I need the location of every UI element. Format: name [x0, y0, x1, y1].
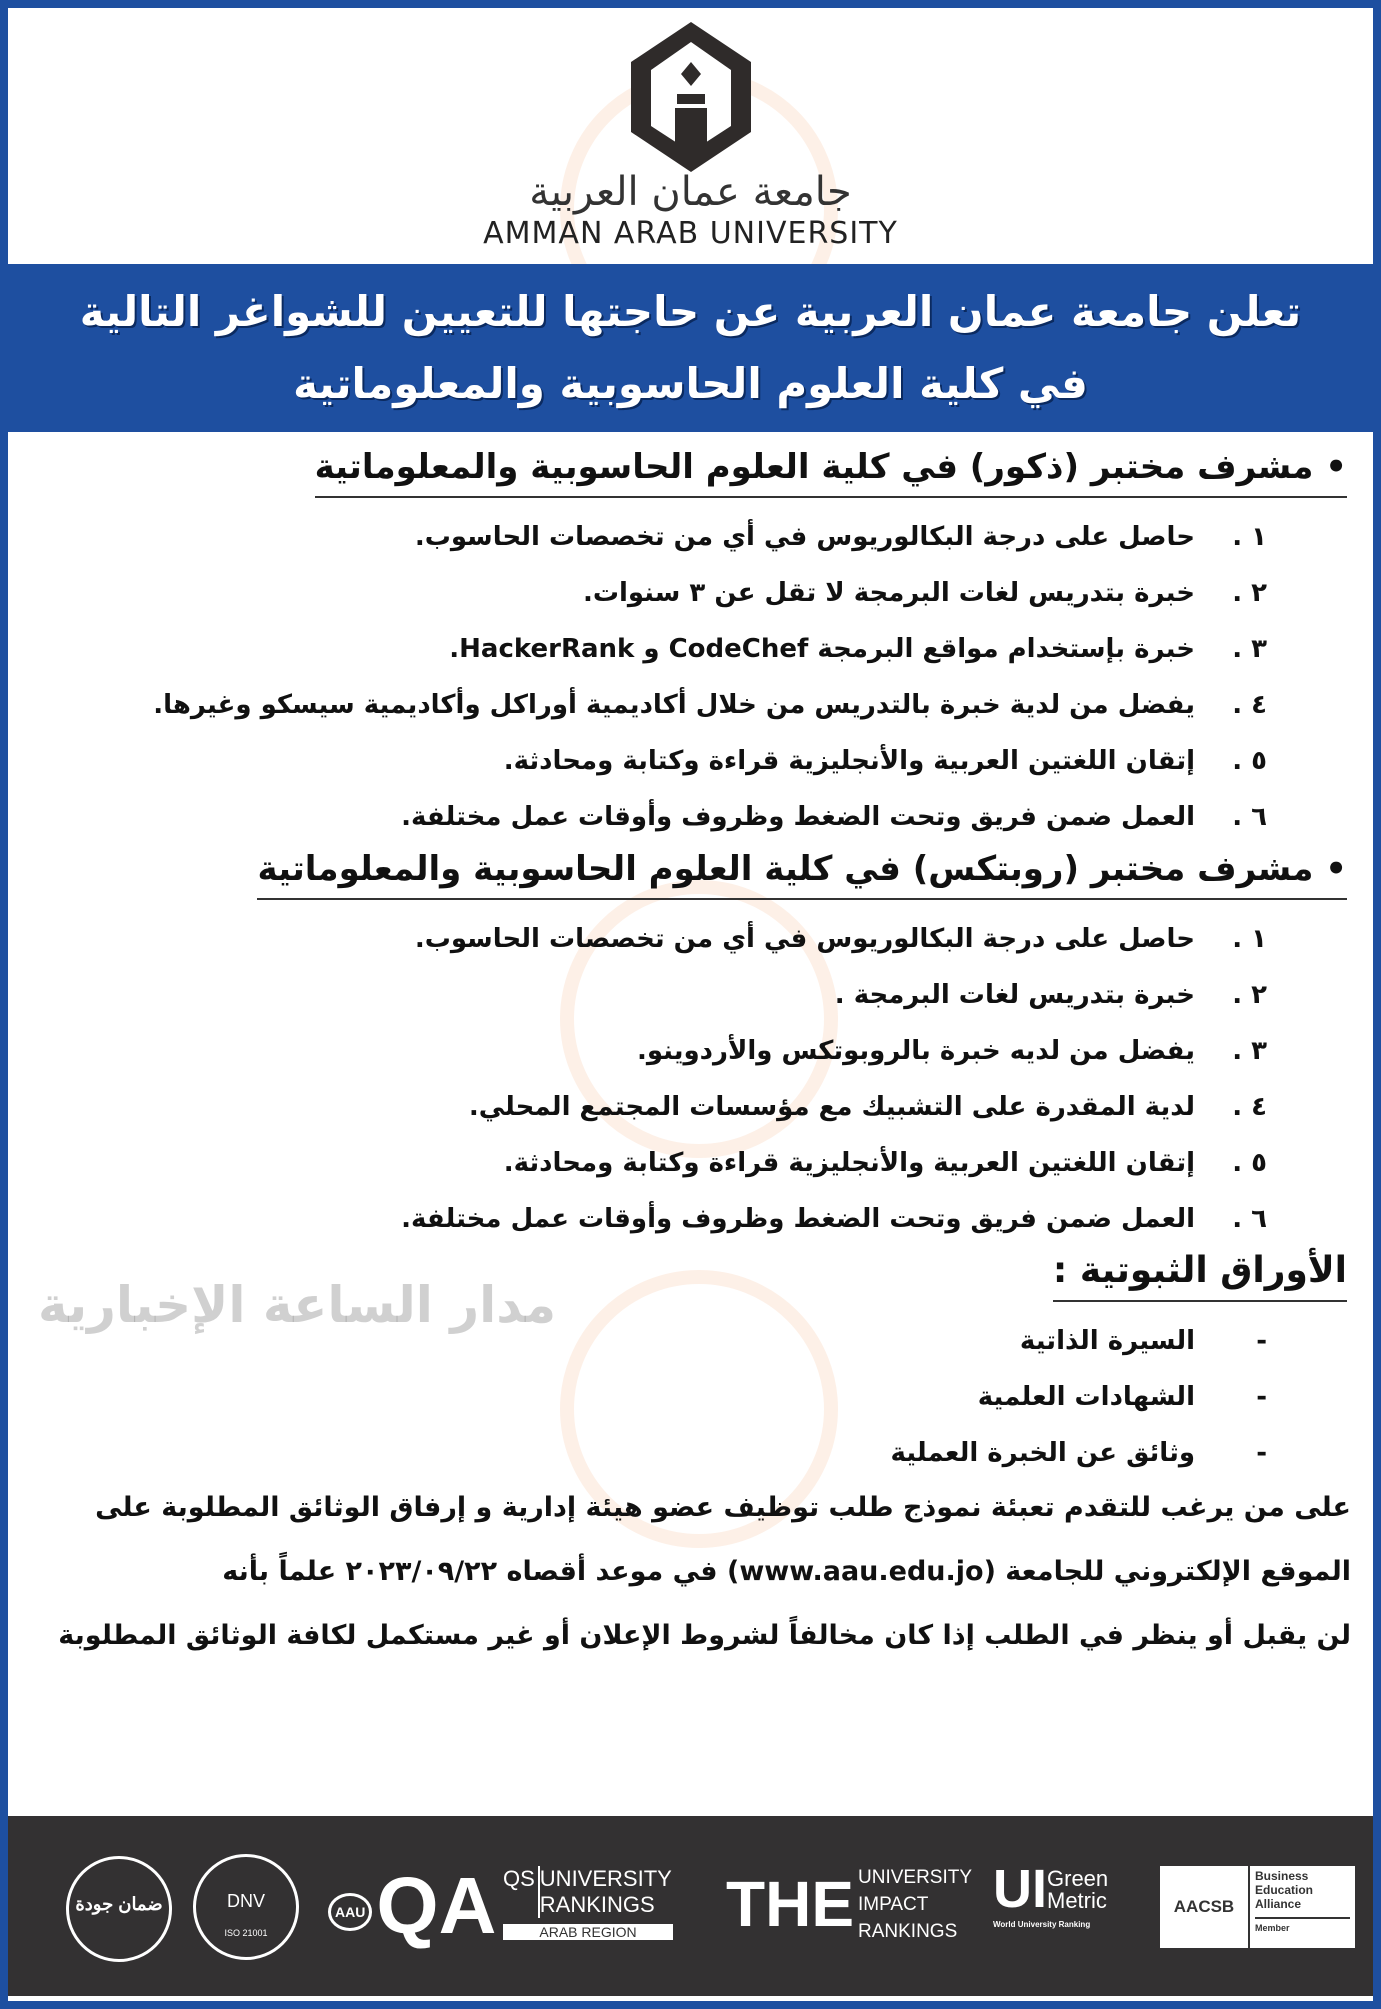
university-logo-icon [631, 22, 751, 172]
instructions-line: الموقع الإلكتروني للجامعة (www.aau.edu.jo) في موعد أقصاه ٢٠٢٣/٠٩/٢٢ علماً بأنه [222, 1556, 1351, 1587]
job-section-male-lab-supervisor [8, 432, 1373, 834]
section-heading: • مشرف مختبر (روبتكس) في كلية العلوم الحاسوبية والمعلوماتية [257, 834, 1347, 900]
aacsb-logo: AACSB Business Education Alliance Member [1160, 1866, 1355, 1948]
job-section-robotics-lab-supervisor [8, 834, 1373, 1236]
banner-title-line1: تعلن جامعة عمان العربية عن حاجتها للتعيين للشواغر التالية [79, 287, 1302, 336]
documents-heading: الأوراق الثبوتية : [1053, 1236, 1347, 1302]
jawda-logo: ضمان جودة [66, 1856, 172, 1962]
list-item: ١ . حاصل على درجة البكالوريوس في أي من تخصصات الحاسوب. [414, 924, 1267, 954]
qs-rankings-logo: QS UNIVERSITY RANKINGS ARAB REGION [503, 1866, 672, 1940]
list-item: ٣ . يفضل من لديه خبرة بالروبوتكس والأردوينو. [636, 1036, 1267, 1066]
the-impact-rankings-logo: THE UNIVERSITY IMPACT RANKINGS [726, 1867, 973, 1942]
banner-title-line2: في كلية العلوم الحاسوبية والمعلوماتية [293, 359, 1088, 408]
list-item: ١ . حاصل على درجة البكالوريوس في أي من تخصصات الحاسوب. [414, 522, 1267, 552]
page-content [8, 8, 1373, 1680]
section-heading: • مشرف مختبر (ذكور) في كلية العلوم الحاسوبية والمعلوماتية [315, 432, 1347, 498]
list-item: ٣ . خبرة بإستخدام مواقع البرمجة CodeChef و HackerRank. [449, 634, 1267, 664]
instructions-line: لن يقبل أو ينظر في الطلب إذا كان مخالفاً لشروط الإعلان أو غير مستكمل لكافة الوثائق المطلوبة [58, 1620, 1351, 1651]
list-item: ٤ . لدية المقدرة على التشبيك مع مؤسسات المجتمع المحلي. [468, 1092, 1267, 1122]
announcement-banner [8, 264, 1373, 432]
document-item: - الشهادات العلمية [977, 1382, 1267, 1412]
documents-section [8, 1236, 1373, 1470]
header-logo-block [8, 8, 1373, 252]
document-item: - السيرة الذاتية [1019, 1326, 1267, 1356]
accreditation-footer [8, 1816, 1373, 1996]
instructions-line: على من يرغب للتقدم تعبئة نموذج طلب توظيف عضو هيئة إدارية و إرفاق الوثائق المطلوبة على [95, 1492, 1351, 1523]
dnv-logo: DNV ISO 21001 [193, 1854, 299, 1960]
list-item: ٤ . يفضل من لدية خبرة بالتدريس من خلال أكاديمية أوراكل وأكاديمية سيسكو وغيرها. [153, 690, 1267, 720]
list-item: ٦ . العمل ضمن فريق وتحت الضغط وظروف وأوقات عمل مختلفة. [401, 802, 1267, 832]
list-item: ٢ . خبرة بتدريس لغات البرمجة لا تقل عن ٣ سنوات. [582, 578, 1267, 608]
instructions-paragraph [8, 1470, 1373, 1656]
qa-logo: AAU QA [328, 1856, 496, 1956]
list-item: ٥ . إتقان اللغتين العربية والأنجليزية قراءة وكتابة ومحادثة. [503, 1148, 1267, 1178]
document-item: - وثائق عن الخبرة العملية [890, 1438, 1267, 1468]
logo-arabic-name: جامعة عمان العربية [529, 169, 852, 215]
list-item: ٢ . خبرة بتدريس لغات البرمجة . [834, 980, 1267, 1010]
watermark-text: مدار الساعة الإخبارية [38, 1276, 557, 1334]
list-item: ٥ . إتقان اللغتين العربية والأنجليزية قراءة وكتابة ومحادثة. [503, 746, 1267, 776]
ui-greenmetric-logo: UI Green Metric World University Ranking [993, 1859, 1109, 1929]
list-item: ٦ . العمل ضمن فريق وتحت الضغط وظروف وأوقات عمل مختلفة. [401, 1204, 1267, 1234]
logo-english-name: AMMAN ARAB UNIVERSITY [483, 216, 898, 251]
